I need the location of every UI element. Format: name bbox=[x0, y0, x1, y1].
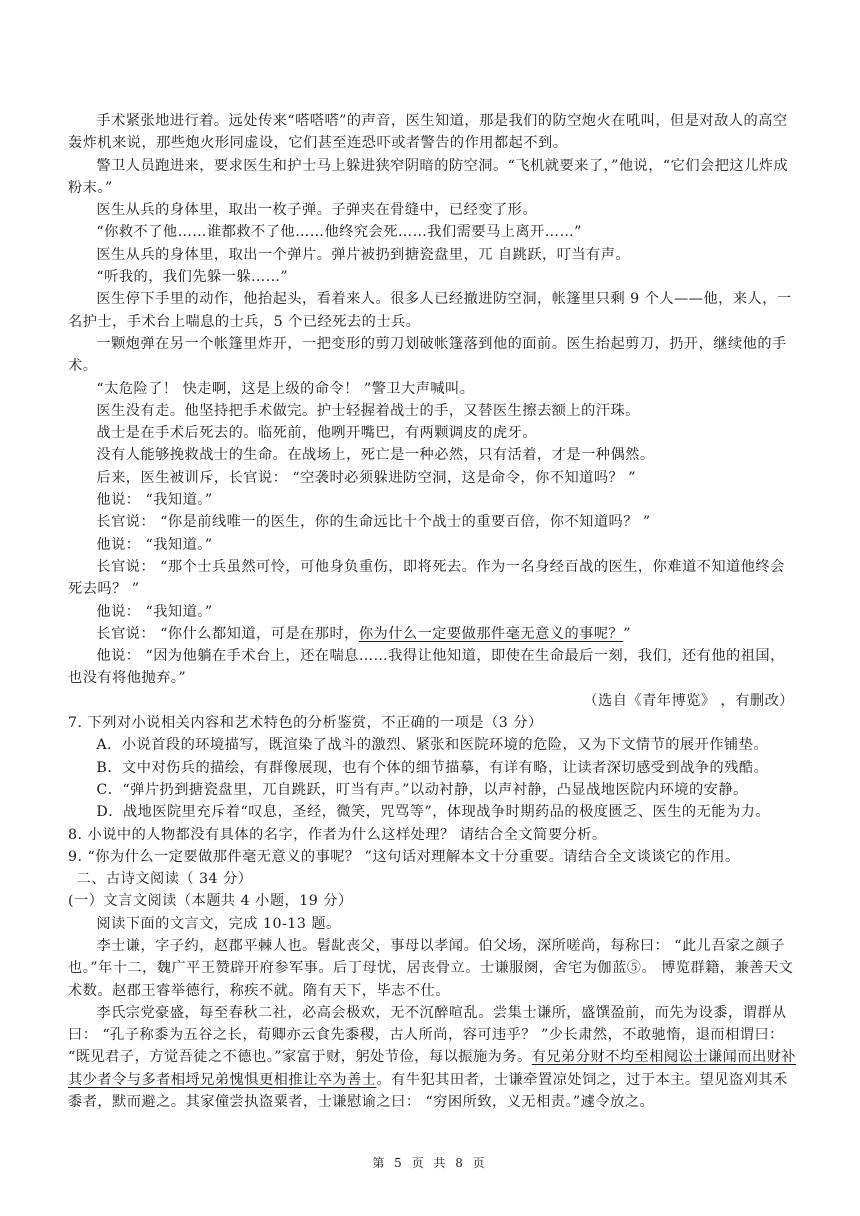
story-paragraph: 医生没有走。他坚持把手术做完。护士轻握着战士的手，又替医生擦去额上的汗珠。 bbox=[96, 402, 640, 419]
classical-text: 。有牛犯其田者，士谦牵置凉处饲之，过于本主。望见盗刈其禾黍者，默而避之。其家僮尝执盗粟者，士谦慰谕之曰： “穷困所致，义无相责。”遽令放之。 bbox=[68, 1071, 788, 1111]
underlined-sentence: 有兄弟分财不均至相阋讼士谦闻而出财补其少者令与多者相埒兄弟愧惧更相推让卒为善士 bbox=[68, 1049, 797, 1088]
story-paragraph: “太危险了！ 快走啊，这是上级的命令！ ”警卫大声喊叫。 bbox=[96, 380, 475, 397]
story-paragraph: 他说： “因为他躺在手术台上，还在喘息……我得让他知道，即使在生命最后一刻，我们，还有他的祖国，也没有将他抛弃。” bbox=[68, 648, 785, 687]
story-paragraph: 他说： “我知道。” bbox=[96, 492, 213, 509]
story-paragraph: 他说： “我知道。” bbox=[96, 536, 213, 553]
story-paragraph: 战士是在手术后死去的。临死前，他咧开嘴巴，有两颗调皮的虎牙。 bbox=[96, 425, 538, 442]
question-9: 9. “你为什么一定要做那件毫无意义的事呢？ ”这句话对理解本文十分重要。请结合全文谈谈它的作用。 bbox=[68, 848, 740, 865]
story-paragraph: 一颗炮弹在另一个帐篷里炸开，一把变形的剪刀划破帐篷落到他的面前。医生抬起剪刀，扔开，继续他的手术。 bbox=[68, 335, 787, 375]
question-8: 8. 小说中的人物都没有具体的名字，作者为什么这样处理？ 请结合全文简要分析。 bbox=[68, 826, 607, 843]
story-paragraph: 医生从兵的身体里，取出一个弹片。弹片被扔到搪瓷盘里，兀 自跳跃，叮当有声。 bbox=[96, 246, 631, 263]
story-paragraph: “你救不了他……谁都救不了他……他终究会死……我们需要马上离开……” bbox=[96, 224, 582, 241]
story-paragraph: 手术紧张地进行着。远处传来“嗒嗒嗒”的声音，医生知道，那是我们的防空炮火在吼叫，但是对敌人的高空轰炸机来说，那些炮火形同虚设，它们甚至连恐吓或者警告的作用都起不到。 bbox=[68, 113, 788, 152]
source-note: （选自《青年博览》 ，有删改） bbox=[583, 692, 794, 709]
story-paragraph: 没有人能够挽救战士的生命。在战场上，死亡是一种必然，只有活着，才是一种偶然。 bbox=[96, 447, 655, 464]
story-paragraph-underlined bbox=[68, 623, 798, 645]
story-paragraph: 医生从兵的身体里，取出一枚子弹。子弹夹在骨缝中，已经变了形。 bbox=[96, 202, 538, 219]
dialogue-text: 长官说： “你什么都知道，可是在那时， bbox=[96, 625, 359, 642]
question-7-option-b: B．文中对伤兵的描绘，有群像展现，也有个体的细节描摹，有详有略，让读者深切感受到战争的残酷。 bbox=[96, 759, 769, 776]
classical-text: 李氏宗党豪盛，每至春秋二社，必高会极欢，无不沉醉喧乱。尝集士谦所，盛馔盈前，而先为设黍，谓群从曰： “孔子称黍为五谷之长，荀卿亦云食先黍稷，古人所尚，容可违乎？ ”少长肃然，不敢驰惰，退而相谓曰： “既见君子，方觉吾徒之不德也。”家富于财，躬处节俭，每以振施为务。 bbox=[68, 1004, 787, 1066]
story-paragraph: “听我的，我们先躲一躲……” bbox=[96, 269, 289, 286]
classical-paragraph-underlined bbox=[68, 1002, 798, 1113]
underlined-sentence: 你为什么一定要做那件毫无意义的事呢？ bbox=[358, 625, 624, 642]
question-7-option-a: A．小说首段的环境描写，既渲染了战斗的激烈、紧张和医院环境的危险，又为下文情节的展开作铺垫。 bbox=[96, 737, 769, 754]
story-paragraph: 后来，医生被训斥，长官说： “空袭时必须躲进防空洞，这是命令，你不知道吗？ ” bbox=[96, 469, 636, 486]
section-title: 二、古诗文阅读（ 34 分） bbox=[76, 871, 253, 888]
subsection-title: (一）文言文阅读（本题共 4 小题，19 分） bbox=[68, 893, 353, 910]
reading-instruction: 阅读下面的文言文，完成 10-13 题。 bbox=[96, 915, 341, 932]
question-7: 7. 下列对小说相关内容和艺术特色的分析鉴赏，不正确的一项是（3 分） bbox=[68, 715, 543, 732]
question-7-option-c: C．“弹片扔到搪瓷盘里，兀自跳跃，叮当有声。”以动衬静，以声衬静，凸显战地医院内环境的安静。 bbox=[96, 781, 748, 798]
closing-quote: ” bbox=[623, 625, 631, 642]
page-content bbox=[68, 110, 798, 1113]
story-paragraph: 医生停下手里的动作，他抬起头，看着来人。很多人已经撤进防空洞，帐篷里只剩 9 个人——他，来人，一名护士，手术台上喘息的士兵，5 个已经死去的士兵。 bbox=[68, 291, 792, 330]
classical-paragraph: 李士谦，字子约，赵郡平棘人也。髫龀丧父，事母以孝闻。伯父场，深所嗟尚，每称曰： “此儿吾家之颜子也。”年十二，魏广平王赞辟开府参军事。后丁母忧，居丧骨立。士谦服阕，舍宅为伽蓝⑤。 博览群籍，兼善天文术数。赵郡王睿举德行，称疾不就。隋有天下，毕志不仕。 bbox=[68, 937, 794, 999]
story-paragraph: 长官说： “那个士兵虽然可怜，可他身负重伤，即将死去。作为一名身经百战的医生，你难道不知道他终会死去吗？ ” bbox=[68, 558, 785, 598]
page-footer: 第 5 页 共 8 页 bbox=[372, 1156, 488, 1170]
story-paragraph: 长官说： “你是前线唯一的医生，你的生命远比十个战士的重要百倍，你不知道吗？ ” bbox=[96, 514, 651, 531]
question-7-option-d: D．战地医院里充斥着“叹息，圣经，微笑，咒骂等”，体现战争时期药品的极度匮乏、医生的无能为力。 bbox=[96, 804, 771, 821]
story-paragraph: 警卫人员跑进来，要求医生和护士马上躲进狭窄阴暗的防空洞。“飞机就要来了，”他说，“它们会把这儿炸成粉末。” bbox=[68, 157, 789, 196]
story-paragraph: 他说： “我知道。” bbox=[96, 603, 213, 620]
